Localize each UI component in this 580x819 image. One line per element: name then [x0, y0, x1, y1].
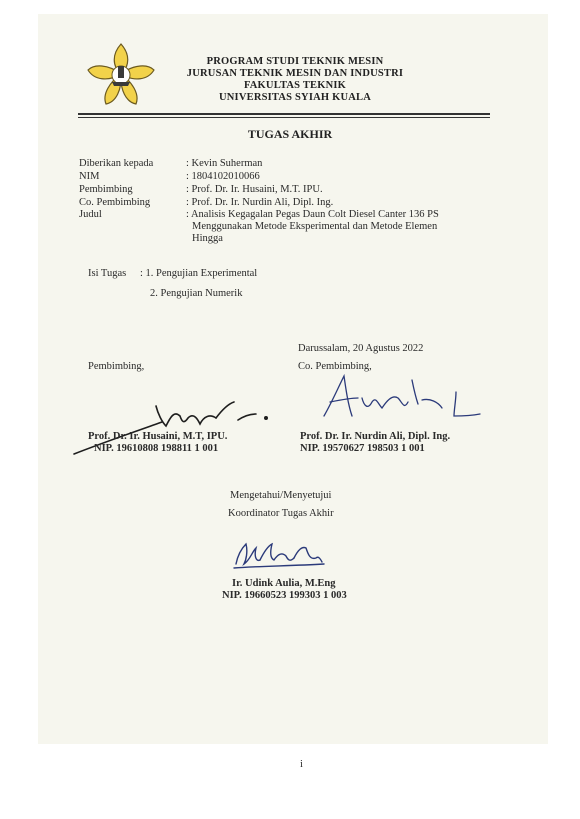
header-line-3: FAKULTAS TEKNIK: [243, 80, 347, 91]
place-date: Darussalam, 20 Agustus 2022: [298, 343, 424, 354]
judul-continuation-2: Hingga: [192, 233, 223, 244]
right-signatory-nip: NIP. 19570627 198503 1 001: [300, 443, 425, 454]
header-rule-thick: [78, 113, 490, 115]
judul-continuation-1: Menggunakan Metode Eksperimental dan Metode Elemen: [192, 221, 438, 232]
header-rule-thin: [78, 117, 490, 118]
field-value-pembimbing: : Prof. Dr. Ir. Husaini, M.T. IPU.: [186, 184, 323, 195]
isi-tugas-item-1: : 1. Pengujian Experimental: [140, 268, 258, 279]
page-number: i: [300, 759, 303, 770]
field-label-pembimbing: Pembimbing: [79, 184, 133, 195]
coordinator-role: Koordinator Tugas Akhir: [228, 508, 334, 519]
isi-tugas-label: Isi Tugas: [88, 268, 127, 279]
field-value-judul: : Analisis Kegagalan Pegas Daun Colt Diesel Canter 136 PS: [186, 209, 439, 220]
header-line-4: UNIVERSITAS SYIAH KUALA: [218, 92, 372, 103]
left-signatory-role: Pembimbing,: [88, 361, 145, 372]
right-signatory-role: Co. Pembimbing,: [298, 361, 372, 372]
right-signatory-name: Prof. Dr. Ir. Nurdin Ali, Dipl. Ing.: [300, 431, 451, 442]
field-label-diberikan: Diberikan kepada: [79, 158, 154, 169]
university-crest-icon: [84, 38, 158, 110]
field-label-nim: NIM: [79, 171, 100, 182]
field-value-co-pembimbing: : Prof. Dr. Ir. Nurdin Ali, Dipl. Ing.: [186, 197, 334, 208]
header-line-2: JURUSAN TEKNIK MESIN DAN INDUSTRI: [186, 68, 404, 79]
field-value-nim: : 1804102010066: [186, 171, 260, 182]
field-value-diberikan: : Kevin Suherman: [186, 158, 263, 169]
isi-tugas-item-2: 2. Pengujian Numerik: [150, 288, 243, 299]
page-title: TUGAS AKHIR: [247, 127, 333, 141]
acknowledge-line: Mengetahui/Menyetujui: [230, 490, 332, 501]
signature-center: [230, 534, 330, 572]
left-signatory-name: Prof. Dr. Ir. Husaini, M.T, IPU.: [88, 431, 228, 442]
field-label-co-pembimbing: Co. Pembimbing: [79, 197, 151, 208]
field-label-judul: Judul: [79, 209, 102, 220]
header-line-1: PROGRAM STUDI TEKNIK MESIN: [206, 56, 384, 67]
signature-right: [318, 372, 488, 432]
coordinator-name: Ir. Udink Aulia, M.Eng: [232, 578, 336, 589]
coordinator-nip: NIP. 19660523 199303 1 003: [222, 590, 347, 601]
left-signatory-nip: NIP. 19610808 198811 1 001: [94, 443, 219, 454]
